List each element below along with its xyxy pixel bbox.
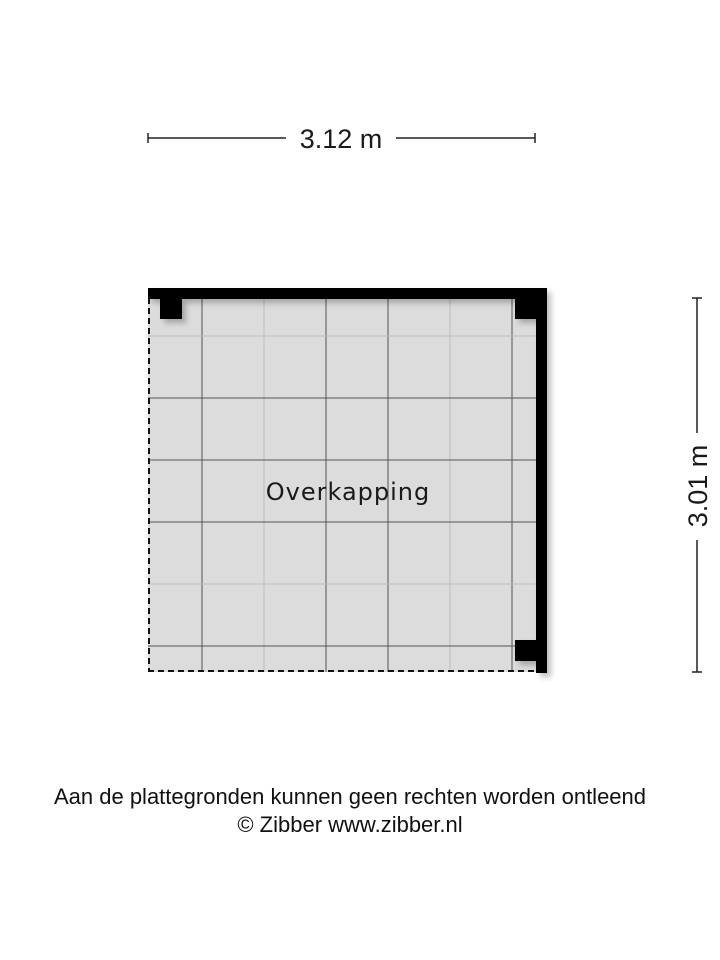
room-overkapping — [148, 288, 547, 673]
copyright-text: © Zibber www.zibber.nl — [237, 812, 463, 837]
height-dimension — [683, 298, 713, 672]
room-label: Overkapping — [265, 478, 431, 506]
wall-top — [148, 288, 547, 299]
height-dimension-label: 3.01 m — [683, 444, 713, 528]
width-dimension-label: 3.12 m — [299, 124, 383, 154]
wall-right — [536, 288, 547, 673]
post-top-right — [515, 299, 536, 319]
post-bottom-right — [515, 640, 536, 661]
width-dimension — [148, 124, 535, 154]
disclaimer-text: Aan de plattegronden kunnen geen rechten worden ontleend — [53, 784, 647, 809]
post-top-left — [160, 299, 182, 319]
